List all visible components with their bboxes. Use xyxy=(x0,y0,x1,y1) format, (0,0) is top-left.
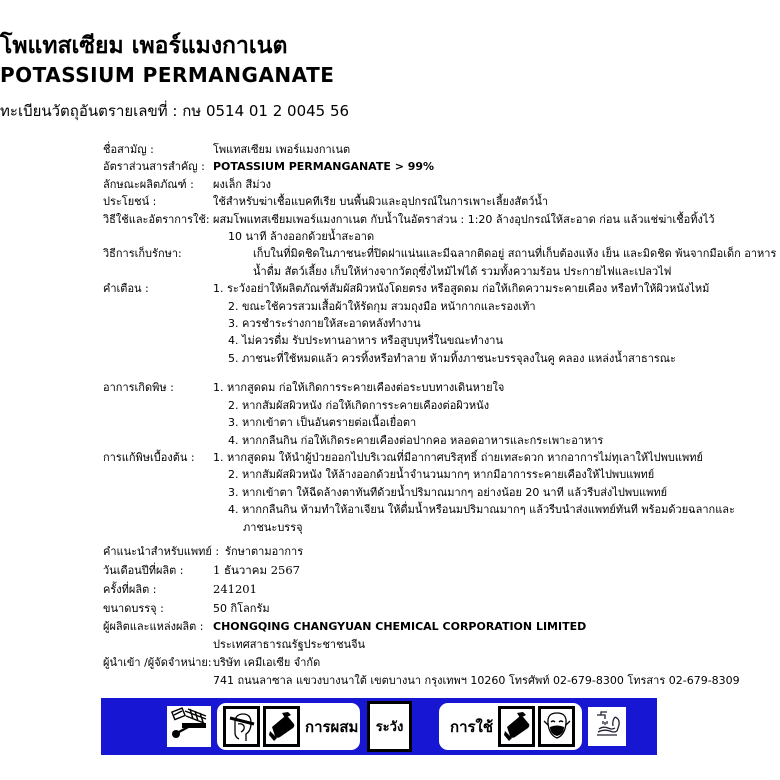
field-value: 4. หากกลืนกิน ห้ามทำให้อาเจียน ให้ดื่มน้ำหรือนมปริมาณมากๆ แล้วรีบนำส่งแพทย์ทันที พร้อมด้วยฉลากและ xyxy=(228,503,735,517)
field-value: 10 นาที ล้างออกด้วยน้ำสะอาด xyxy=(228,230,375,244)
field-row xyxy=(103,280,723,297)
field-row xyxy=(103,211,723,228)
field-label: ขนาดบรรจุ : xyxy=(103,601,164,615)
field-label: อัตราส่วนสารสำคัญ : xyxy=(103,160,205,174)
field-label: ครั้งที่ผลิต : xyxy=(103,583,157,597)
field-label: การแก้พิษเบื้องต้น : xyxy=(103,450,195,464)
hand-washing-icon xyxy=(591,709,623,745)
field-value: เก็บในที่มิดชิดในภาชนะที่ปิดฝาแน่นและมีฉลากติดอยู่ สถานที่เก็บต้องแห้ง เย็น และมิดชิด พ้นจากมือเด็ก อาหาร xyxy=(253,247,777,261)
field-row xyxy=(103,484,723,501)
label-fields xyxy=(103,141,777,691)
mixing-instruction-group xyxy=(217,703,360,750)
field-row xyxy=(103,618,723,636)
field-value: 4. หากกลืนกิน ก่อให้เกิดระคายเคืองต่อปากคอ หลอดอาหารและกระเพาะอาหาร xyxy=(228,433,604,447)
field-label: ลักษณะผลิตภัณฑ์ : xyxy=(103,177,194,191)
hazardous-substance-registration-number: ทะเบียนวัตถุอันตรายเลขที่ : กษ 0514 01 2 0045 56 xyxy=(0,102,350,120)
field-value: ใช้สำหรับฆ่าเชื้อแบคทีเรีย บนพื้นผิวและอุปกรณ์ในการเพาะเลี้ยงสัตว์น้ำ xyxy=(213,195,549,209)
field-row xyxy=(103,449,723,466)
field-value: 50 กิโลกรัม xyxy=(213,601,270,615)
field-label: อาการเกิดพิษ : xyxy=(103,381,174,395)
field-row xyxy=(103,561,723,580)
field-row xyxy=(103,379,723,396)
field-value: โพแทสเซียม เพอร์แมงกาเนต xyxy=(213,143,351,156)
field-row xyxy=(103,332,723,349)
field-row xyxy=(103,501,735,518)
field-label: ชื่อสามัญ : xyxy=(103,143,154,156)
field-label: ประโยชน์ : xyxy=(103,195,157,209)
safety-pictogram-banner xyxy=(101,698,657,755)
field-value: CHONGQING CHANGYUAN CHEMICAL CORPORATION LIMITED xyxy=(213,619,587,633)
field-value: 2. ขณะใช้ควรสวมเสื้อผ้าให้รัดกุม สวมถุงมือ หน้ากากและรองเท้า xyxy=(228,299,536,313)
field-row xyxy=(103,519,723,536)
mixing-label: การผสม xyxy=(305,717,359,736)
field-label: ผู้ผลิตและแหล่งผลิต : xyxy=(103,619,204,633)
field-row xyxy=(103,466,723,483)
field-row xyxy=(103,397,723,414)
field-value: บริษัท เคมีเอเซีย จำกัด xyxy=(213,656,321,670)
field-value: ประเทศสาธารณรัฐประชาชนจีน xyxy=(213,637,366,651)
field-value: 2. หากสัมผัสผิวหนัง ก่อให้เกิดการระคายเคืองต่อผิวหนัง xyxy=(228,398,490,412)
field-row xyxy=(103,193,723,210)
field-label: คำเตือน : xyxy=(103,282,149,296)
field-row xyxy=(103,580,723,599)
field-row xyxy=(103,298,723,315)
face-shield-icon xyxy=(223,706,260,747)
field-value: 1 ธันวาคม 2567 xyxy=(213,563,300,578)
field-label: วันเดือนปีที่ผลิต : xyxy=(103,564,184,578)
field-row xyxy=(103,432,723,449)
field-row xyxy=(103,414,723,431)
field-row xyxy=(103,636,723,654)
field-value: น้ำดื่ม สัตว์เลี้ยง เก็บให้ห่างจากวัตถุซึ่งไหม้ไฟได้ รวมทั้งความร้อน ประกายไฟและเปลวไฟ xyxy=(253,264,672,278)
gloves-icon xyxy=(498,706,535,747)
field-value: ภาชนะบรรจุ xyxy=(243,520,303,534)
pour-mixing-icon xyxy=(170,707,208,746)
field-row xyxy=(103,543,723,561)
field-value: 1. หากสูดดม ให้นำผู้ป่วยออกไปบริเวณที่มีอากาศบริสุทธิ์ ถ่ายเทสะดวก หากอาการไม่ทุเลาให้ไปพบแพทย์ xyxy=(213,450,703,464)
field-row xyxy=(103,600,723,618)
field-value: 3. หากเข้าตา ให้ฉีดล้างตาทันทีด้วยน้ำปริมาณมากๆ อย่างน้อย 20 นาที แล้วรีบส่งไปพบแพทย์ xyxy=(228,485,668,499)
field-label: คำแนะนำสำหรับแพทย์ : xyxy=(103,544,220,558)
field-value: 3. ควรชำระร่างกายให้สะอาดหลังทำงาน xyxy=(228,317,421,331)
field-value: 1. หากสูดดม ก่อให้เกิดการระคายเคืองต่อระบบทางเดินหายใจ xyxy=(213,381,505,395)
field-label: วิธีใช้และอัตราการใช้: xyxy=(103,212,210,226)
caution-box xyxy=(367,701,412,752)
field-row xyxy=(103,176,723,193)
field-value: 241201 xyxy=(213,582,257,597)
usage-instruction-group xyxy=(439,703,582,750)
field-row xyxy=(103,672,740,690)
field-value: POTASSIUM PERMANGANATE > 99% xyxy=(213,160,435,174)
field-value: ผสมโพแทสเซียมเพอร์แมงกาเนต กับน้ำในอัตราส่วน : 1:20 ล้างอุปกรณ์ให้สะอาด ก่อน แล้วแช่ฆ่าเชื้อทิ้งไว้ xyxy=(213,212,715,226)
field-value: ผงเล็ก สีม่วง xyxy=(213,177,271,191)
field-row xyxy=(103,654,723,672)
caution-label: ระวัง xyxy=(375,720,404,735)
field-row xyxy=(103,350,723,367)
pour-mixing-pictogram xyxy=(167,706,211,747)
field-row xyxy=(103,263,723,280)
usage-label: การใช้ xyxy=(450,717,494,736)
field-value: 3. หากเข้าตา เป็นอันตรายต่อเนื้อเยื่อตา xyxy=(228,416,417,430)
field-value: 2. หากสัมผัสผิวหนัง ให้ล้างออกด้วยน้ำจำนวนมากๆ หากมีอาการระคายเคืองให้ไปพบแพทย์ xyxy=(228,468,655,482)
field-value: รักษาตามอาการ xyxy=(225,544,304,558)
field-row xyxy=(103,228,723,245)
field-label: ผู้นำเข้า /ผู้จัดจำหน่าย: xyxy=(103,656,212,670)
field-value: 1. ระวังอย่าให้ผลิตภัณฑ์สัมผัสผิวหนังโดยตรง หรือสูดดม ก่อให้เกิดความระคายเคือง หรือทำให้ผิวหนังไหม้ xyxy=(213,282,710,296)
field-value: 741 ถนนลาซาล แขวงบางนาใต้ เขตบางนา กรุงเทพฯ 10260 โทรศัพท์ 02-679-8300 โทรสาร 02-679-8309 xyxy=(213,674,740,688)
page-title-english: POTASSIUM PERMANGANATE xyxy=(0,63,335,87)
field-value: 5. ภาชนะที่ใช้หมดแล้ว ควรทิ้งหรือทำลาย ห้ามทิ้งภาชนะบรรจุลงในคู คลอง แหล่งน้ำสาธารณะ xyxy=(228,351,676,365)
field-value: 4. ไม่ควรดื่ม รับประทานอาหาร หรือสูบบุหรี่ในขณะทำงาน xyxy=(228,334,503,348)
gloves-icon xyxy=(263,706,300,747)
field-label: วิธีการเก็บรักษา: xyxy=(103,247,182,261)
field-row xyxy=(103,245,777,262)
field-row xyxy=(103,315,723,332)
field-row xyxy=(103,158,723,175)
hand-washing-pictogram xyxy=(588,707,626,746)
face-mask-icon xyxy=(538,706,575,747)
page-title: โพแทสเซียม เพอร์แมงกาเนต xyxy=(0,33,288,59)
field-row xyxy=(103,141,723,158)
